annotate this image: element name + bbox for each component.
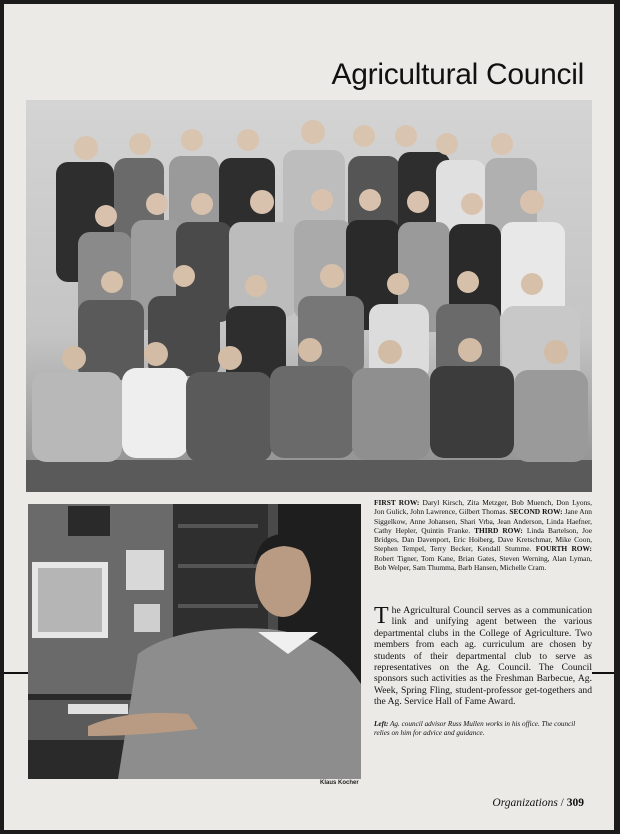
row-label: SECOND ROW: <box>509 507 563 517</box>
page-footer <box>492 797 584 809</box>
photo-credit: Klaus Kocher <box>320 780 359 786</box>
article-text: he Agricultural Council serves as a communication link and unifying agent between the various departmental clubs in the College of Agriculture. Two members from each ag. curriculum are chosen by students of their departmental club to serve as representatives on the Ag. Council. The Council sponsors such activities as the Freshman Barbecue, Ag. Week, Spring Fling, student-professor get-togethers and the Ag. Service Hall of Fame Award. <box>374 605 592 708</box>
article-body <box>374 605 592 708</box>
page-title: Agricultural Council <box>331 58 584 91</box>
row-names: Linda Bartelson, Joe Bridges, Dan Davenport, Eric Hoiberg, Dave Kretschmar, Mike Coon, Stephen Tempel, Terry Becker, Kendall Stumme. <box>374 525 593 554</box>
advisor-photo-image <box>28 504 361 779</box>
margin-rule-right <box>592 672 614 674</box>
caption-label: Left: <box>374 720 389 728</box>
caption-text: Ag. council advisor Russ Mullen works in his office. The council relies on him for advice and guidance. <box>374 720 576 738</box>
row-label: FOURTH ROW: <box>535 544 592 554</box>
page-number: 309 <box>566 797 584 809</box>
row-names: Daryl Kirsch, Zita Metzger, Bob Muench, Don Lyons, Jon Gulick, John Lawrence, Gilbert Thomas. <box>374 498 593 517</box>
row-label: FIRST ROW: <box>374 498 420 507</box>
row-names: Jane Ann Siggelkow, Anne Johansen, Shari Vrba, Jean Anderson, Linda Haefner, Cathy Hepler, Quintin Franke. <box>374 507 592 535</box>
margin-rule-left <box>4 672 28 674</box>
group-photo <box>26 100 592 492</box>
yearbook-page <box>4 4 614 830</box>
footer-separator: / <box>557 797 567 809</box>
row-names: Robert Tigner, Tom Kane, Brian Gates, Steven Werning, Alan Lyman, Bob Welper, Sam Thumma, Barb Hansen, Michelle Cram. <box>374 553 592 573</box>
photo-caption <box>374 720 592 738</box>
row-label: THIRD ROW: <box>474 525 523 535</box>
footer-section: Organizations <box>492 797 558 809</box>
drop-cap: T <box>374 603 389 629</box>
group-photo-names <box>374 498 592 572</box>
advisor-photo <box>28 504 361 779</box>
group-photo-image <box>26 100 592 492</box>
